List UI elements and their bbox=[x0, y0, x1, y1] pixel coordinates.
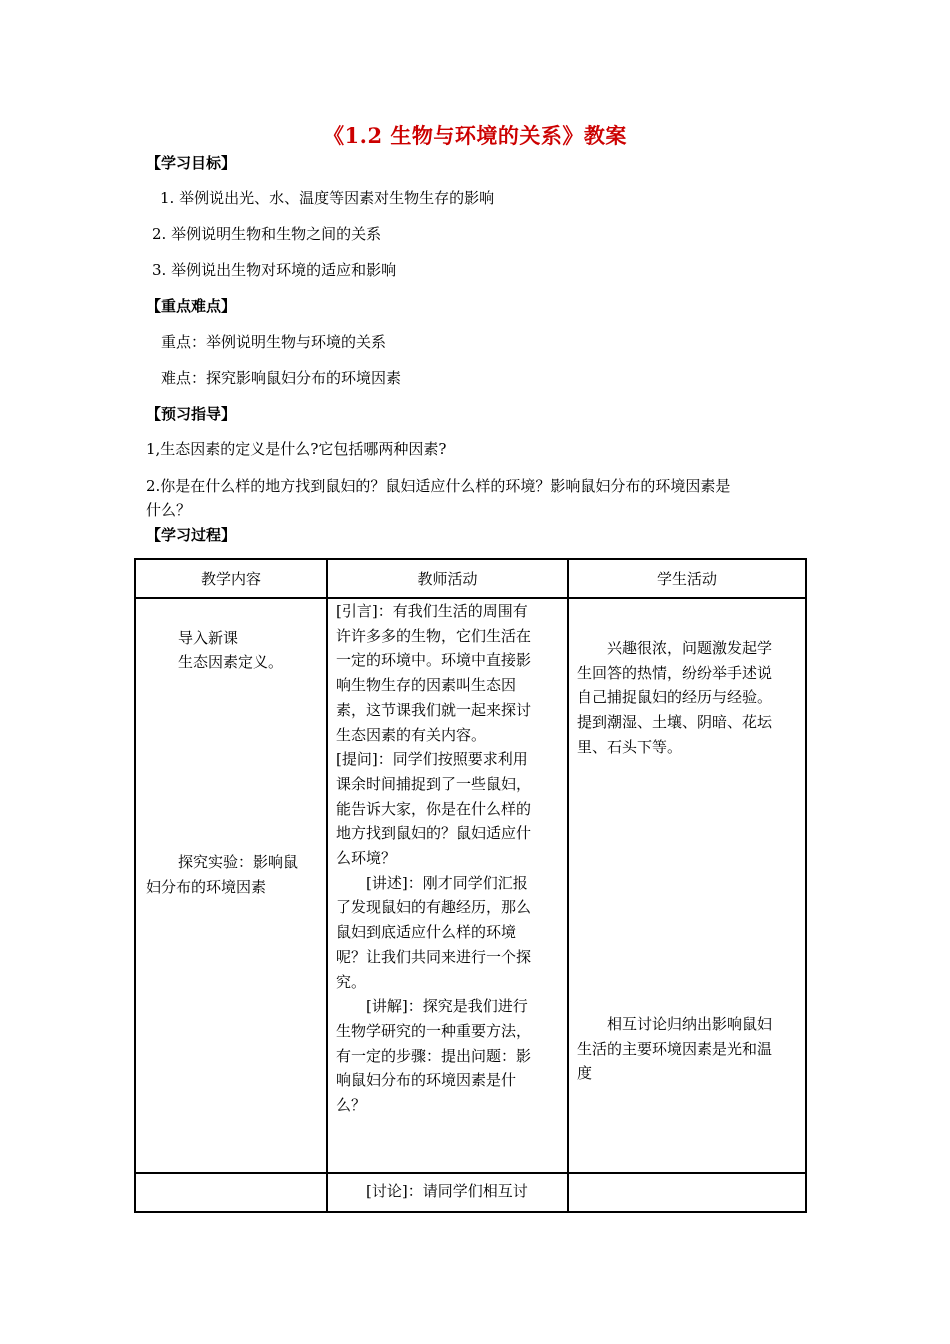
table-header-row bbox=[135, 559, 806, 598]
student-activity-text bbox=[577, 636, 772, 760]
cell-line: 了发现鼠妇的有趣经历，那么 bbox=[336, 898, 532, 917]
table-row bbox=[135, 1173, 806, 1212]
cell-line: 有一定的步骤：提出问题：影 bbox=[336, 1046, 532, 1065]
page-title: 《1.2 生物与环境的关系》教案 bbox=[323, 123, 627, 148]
preview-question-2: 2.你是在什么样的地方找到鼠妇的？鼠妇适应什么样的环境？影响鼠妇分布的环境因素是 bbox=[146, 477, 731, 495]
cell-line: 响鼠妇分布的环境因素是什 bbox=[336, 1071, 517, 1090]
cell-line: 一定的环境中。环境中直接影 bbox=[336, 651, 532, 670]
objective-item: 3. 举例说出生物对环境的适应和影响 bbox=[152, 261, 397, 279]
cell-line: 能告诉大家，你是在什么样的 bbox=[336, 799, 532, 818]
content-text: 生态因素定义。 bbox=[178, 653, 284, 671]
cell-line: 自己捕捉鼠妇的经历与经验。 bbox=[577, 688, 773, 707]
teacher-cell bbox=[327, 598, 568, 1173]
objective-item: 1. 举例说出光、水、温度等因素对生物生存的影响 bbox=[160, 189, 495, 207]
process-heading: 【学习过程】 bbox=[146, 526, 237, 544]
cell-line: 地方找到鼠妇的？鼠妇适应什 bbox=[336, 824, 532, 843]
column-header: 教学内容 bbox=[135, 559, 327, 598]
objectives-heading: 【学习目标】 bbox=[146, 154, 237, 172]
process-table bbox=[134, 558, 807, 1213]
teacher-cell bbox=[327, 1173, 568, 1212]
cell-line: 素，这节课我们就一起来探讨 bbox=[336, 700, 532, 719]
cell-line: [提问]：同学们按照要求利用 bbox=[336, 750, 528, 769]
content-cell bbox=[135, 1173, 327, 1212]
cell-line: 生态因素的有关内容。 bbox=[336, 725, 487, 744]
student-cell bbox=[568, 1173, 806, 1212]
content-cell bbox=[135, 598, 327, 1173]
key-points-heading: 【重点难点】 bbox=[146, 297, 237, 315]
cell-line: 么环境？ bbox=[336, 849, 397, 868]
cell-line: 里、石头下等。 bbox=[577, 737, 683, 756]
cell-line: 究。 bbox=[336, 972, 367, 991]
content-text: 导入新课 bbox=[178, 629, 239, 647]
cell-line: 生活的主要环境因素是光和温 bbox=[577, 1039, 773, 1058]
cell-line: 相互讨论归纳出影响鼠妇 bbox=[577, 1015, 773, 1033]
preview-heading: 【预习指导】 bbox=[146, 405, 237, 423]
cell-line: [讲解]：探究是我们进行 bbox=[336, 997, 528, 1016]
cell-line: 呢？让我们共同来进行一个探 bbox=[336, 947, 532, 966]
cell-line: [讲述]：刚才同学们汇报 bbox=[336, 873, 528, 892]
cell-line: 么？ bbox=[336, 1096, 367, 1115]
key-point: 重点：举例说明生物与环境的关系 bbox=[161, 333, 387, 351]
column-header: 学生活动 bbox=[568, 559, 806, 598]
preview-question-2-cont: 什么？ bbox=[146, 501, 192, 519]
table-row bbox=[135, 598, 806, 1173]
difficult-point: 难点：探究影响鼠妇分布的环境因素 bbox=[161, 369, 402, 387]
teacher-activity-text bbox=[336, 599, 531, 1118]
teacher-activity-text: [讨论]：请同学们相互讨 bbox=[336, 1182, 528, 1200]
cell-line: 度 bbox=[577, 1064, 593, 1083]
student-cell bbox=[568, 598, 806, 1173]
objective-item: 2. 举例说明生物和生物之间的关系 bbox=[152, 225, 382, 243]
column-header: 教师活动 bbox=[327, 559, 568, 598]
cell-line: 提到潮湿、土壤、阴暗、花坛 bbox=[577, 713, 773, 732]
cell-line: 课余时间捕捉到了一些鼠妇， bbox=[336, 774, 532, 793]
cell-line: 鼠妇到底适应什么样的环境 bbox=[336, 923, 517, 942]
student-activity-text bbox=[577, 1012, 772, 1086]
preview-question-1: 1,生态因素的定义是什么?它包括哪两种因素? bbox=[146, 440, 447, 458]
cell-line: [引言]：有我们生活的周围有 bbox=[336, 602, 528, 620]
cell-line: 许许多多的生物，它们生活在 bbox=[336, 626, 532, 645]
content-text: 探究实验：影响鼠 bbox=[178, 853, 299, 871]
cell-line: 生回答的热情，纷纷举手述说 bbox=[577, 663, 773, 682]
cell-line: 兴趣很浓，问题激发起学 bbox=[577, 639, 773, 657]
content-text: 妇分布的环境因素 bbox=[146, 878, 267, 896]
cell-line: 生物学研究的一种重要方法， bbox=[336, 1021, 532, 1040]
cell-line: 响生物生存的因素叫生态因 bbox=[336, 676, 517, 695]
